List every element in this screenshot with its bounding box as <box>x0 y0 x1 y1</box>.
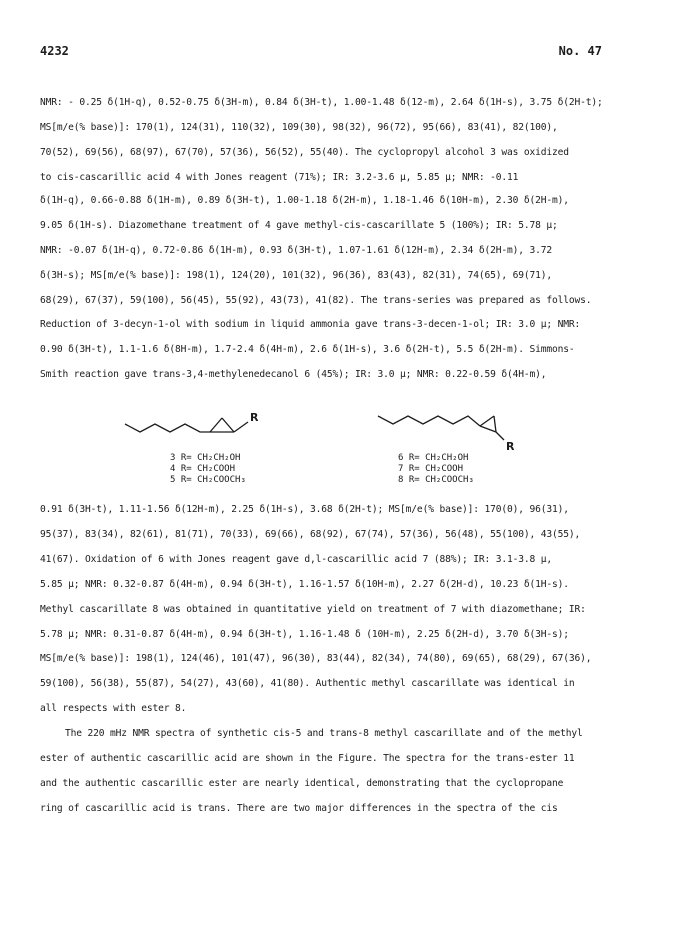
text-line: Reduction of 3-decyn-1-ol with sodium in liquid ammonia gave trans-3-decen-1-ol; IR: 3.0 μ; NMR: <box>40 319 581 330</box>
text-line: 95(37), 83(34), 82(61), 81(71), 70(33), 69(66), 68(92), 67(74), 57(36), 56(48), 55(100), 43(55), <box>40 529 581 540</box>
text-line: 5.78 μ; NMR: 0.31-0.87 δ(4H-m), 0.94 δ(3H-t), 1.16-1.48 δ (10H-m), 2.25 δ(2H-d), 3.70 δ(3H-s); <box>40 629 569 640</box>
text-line: NMR: - 0.25 δ(1H-q), 0.52-0.75 δ(3H-m), 0.84 δ(3H-t), 1.00-1.48 δ(12-m), 2.64 δ(1H-s), 3.75 δ(2H-t); <box>40 97 603 108</box>
legend-entry-3: 3 R= CH₂CH₂OH <box>170 453 241 463</box>
text-line: Methyl cascarillate 8 was obtained in quantitative yield on treatment of 7 with diazomethane; IR: <box>40 604 586 615</box>
cis-r-group-label: R <box>250 411 259 424</box>
text-line: 70(52), 69(56), 68(97), 67(70), 57(36), 56(52), 55(40). The cyclopropyl alcohol 3 was oxidized <box>40 147 569 158</box>
trans-structure-skeleton <box>378 416 504 440</box>
text-line: Smith reaction gave trans-3,4-methylenedecanol 6 (45%); IR: 3.0 μ; NMR: 0.22-0.59 δ(4H-m), <box>40 369 547 380</box>
cis-structure-skeleton <box>125 418 248 432</box>
issue-number: No. 47 <box>558 44 602 58</box>
text-line: 0.91 δ(3H-t), 1.11-1.56 δ(12H-m), 2.25 δ(1H-s), 3.68 δ(2H-t); MS[m/e(% base)]: 170(0), 96(31), <box>40 504 569 515</box>
text-line: 0.90 δ(3H-t), 1.1-1.6 δ(8H-m), 1.7-2.4 δ(4H-m), 2.6 δ(1H-s), 3.6 δ(2H-t), 5.5 δ(2H-m). Simmons- <box>40 344 575 355</box>
text-line: ester of authentic cascarillic acid are shown in the Figure. The spectra for the trans-ester 11 <box>40 753 575 764</box>
text-line: 5.85 μ; NMR: 0.32-0.87 δ(4H-m), 0.94 δ(3H-t), 1.16-1.57 δ(10H-m), 2.27 δ(2H-d), 10.23 δ(1H-s). <box>40 579 569 590</box>
text-line: 59(100), 56(38), 55(87), 54(27), 43(60), 41(80). Authentic methyl cascarillate was identical in <box>40 678 575 689</box>
legend-entry-4: 4 R= CH₂COOH <box>170 464 236 474</box>
page-number: 4232 <box>40 44 69 58</box>
text-line: all respects with ester 8. <box>40 703 187 714</box>
text-line: NMR: -0.07 δ(1H-q), 0.72-0.86 δ(1H-m), 0.93 δ(3H-t), 1.07-1.61 δ(12H-m), 2.34 δ(2H-m), 3.72 <box>40 245 552 256</box>
trans-compound-legend <box>398 453 474 486</box>
text-line: δ(3H-s); MS[m/e(% base)]: 198(1), 124(20), 101(32), 96(36), 83(43), 82(31), 74(65), 69(71), <box>40 270 552 281</box>
legend-entry-7: 7 R= CH₂COOH <box>398 464 464 474</box>
legend-entry-6: 6 R= CH₂CH₂OH <box>398 453 469 463</box>
text-line: MS[m/e(% base)]: 170(1), 124(31), 110(32), 109(30), 98(32), 96(72), 95(66), 83(41), 82(100), <box>40 122 558 133</box>
text-line: MS[m/e(% base)]: 198(1), 124(46), 101(47), 96(30), 83(44), 82(34), 74(80), 69(65), 68(29), 67(36), <box>40 653 592 664</box>
text-line: δ(1H-q), 0.66-0.88 δ(1H-m), 0.89 δ(3H-t), 1.00-1.18 δ(2H-m), 1.18-1.46 δ(10H-m), 2.30 δ(2H-m), <box>40 195 569 206</box>
text-line: 68(29), 67(37), 59(100), 56(45), 55(92), 43(73), 41(82). The trans-series was prepared as follows. <box>40 295 592 306</box>
text-line: ring of cascarillic acid is trans. There are two major differences in the spectra of the cis <box>40 803 558 814</box>
text-line: 9.05 δ(1H-s). Diazomethane treatment of 4 gave methyl-cis-cascarillate 5 (100%); IR: 5.78 μ; <box>40 220 558 231</box>
cis-compound-legend <box>170 453 246 486</box>
text-line: and the authentic cascarillic ester are nearly identical, demonstrating that the cyclopropane <box>40 778 564 789</box>
text-line: to cis-cascarillic acid 4 with Jones reagent (71%); IR: 3.2-3.6 μ, 5.85 μ; NMR: -0.11 <box>40 172 519 183</box>
legend-entry-8: 8 R= CH₂COOCH₃ <box>398 475 474 485</box>
text-line: The 220 mHz NMR spectra of synthetic cis-5 and trans-8 methyl cascarillate and of the methyl <box>65 728 583 739</box>
text-line: 41(67). Oxidation of 6 with Jones reagent gave d,l-cascarillic acid 7 (88%); IR: 3.1-3.8 μ, <box>40 554 552 565</box>
trans-r-group-label: R <box>506 440 515 453</box>
legend-entry-5: 5 R= CH₂COOCH₃ <box>170 475 246 485</box>
